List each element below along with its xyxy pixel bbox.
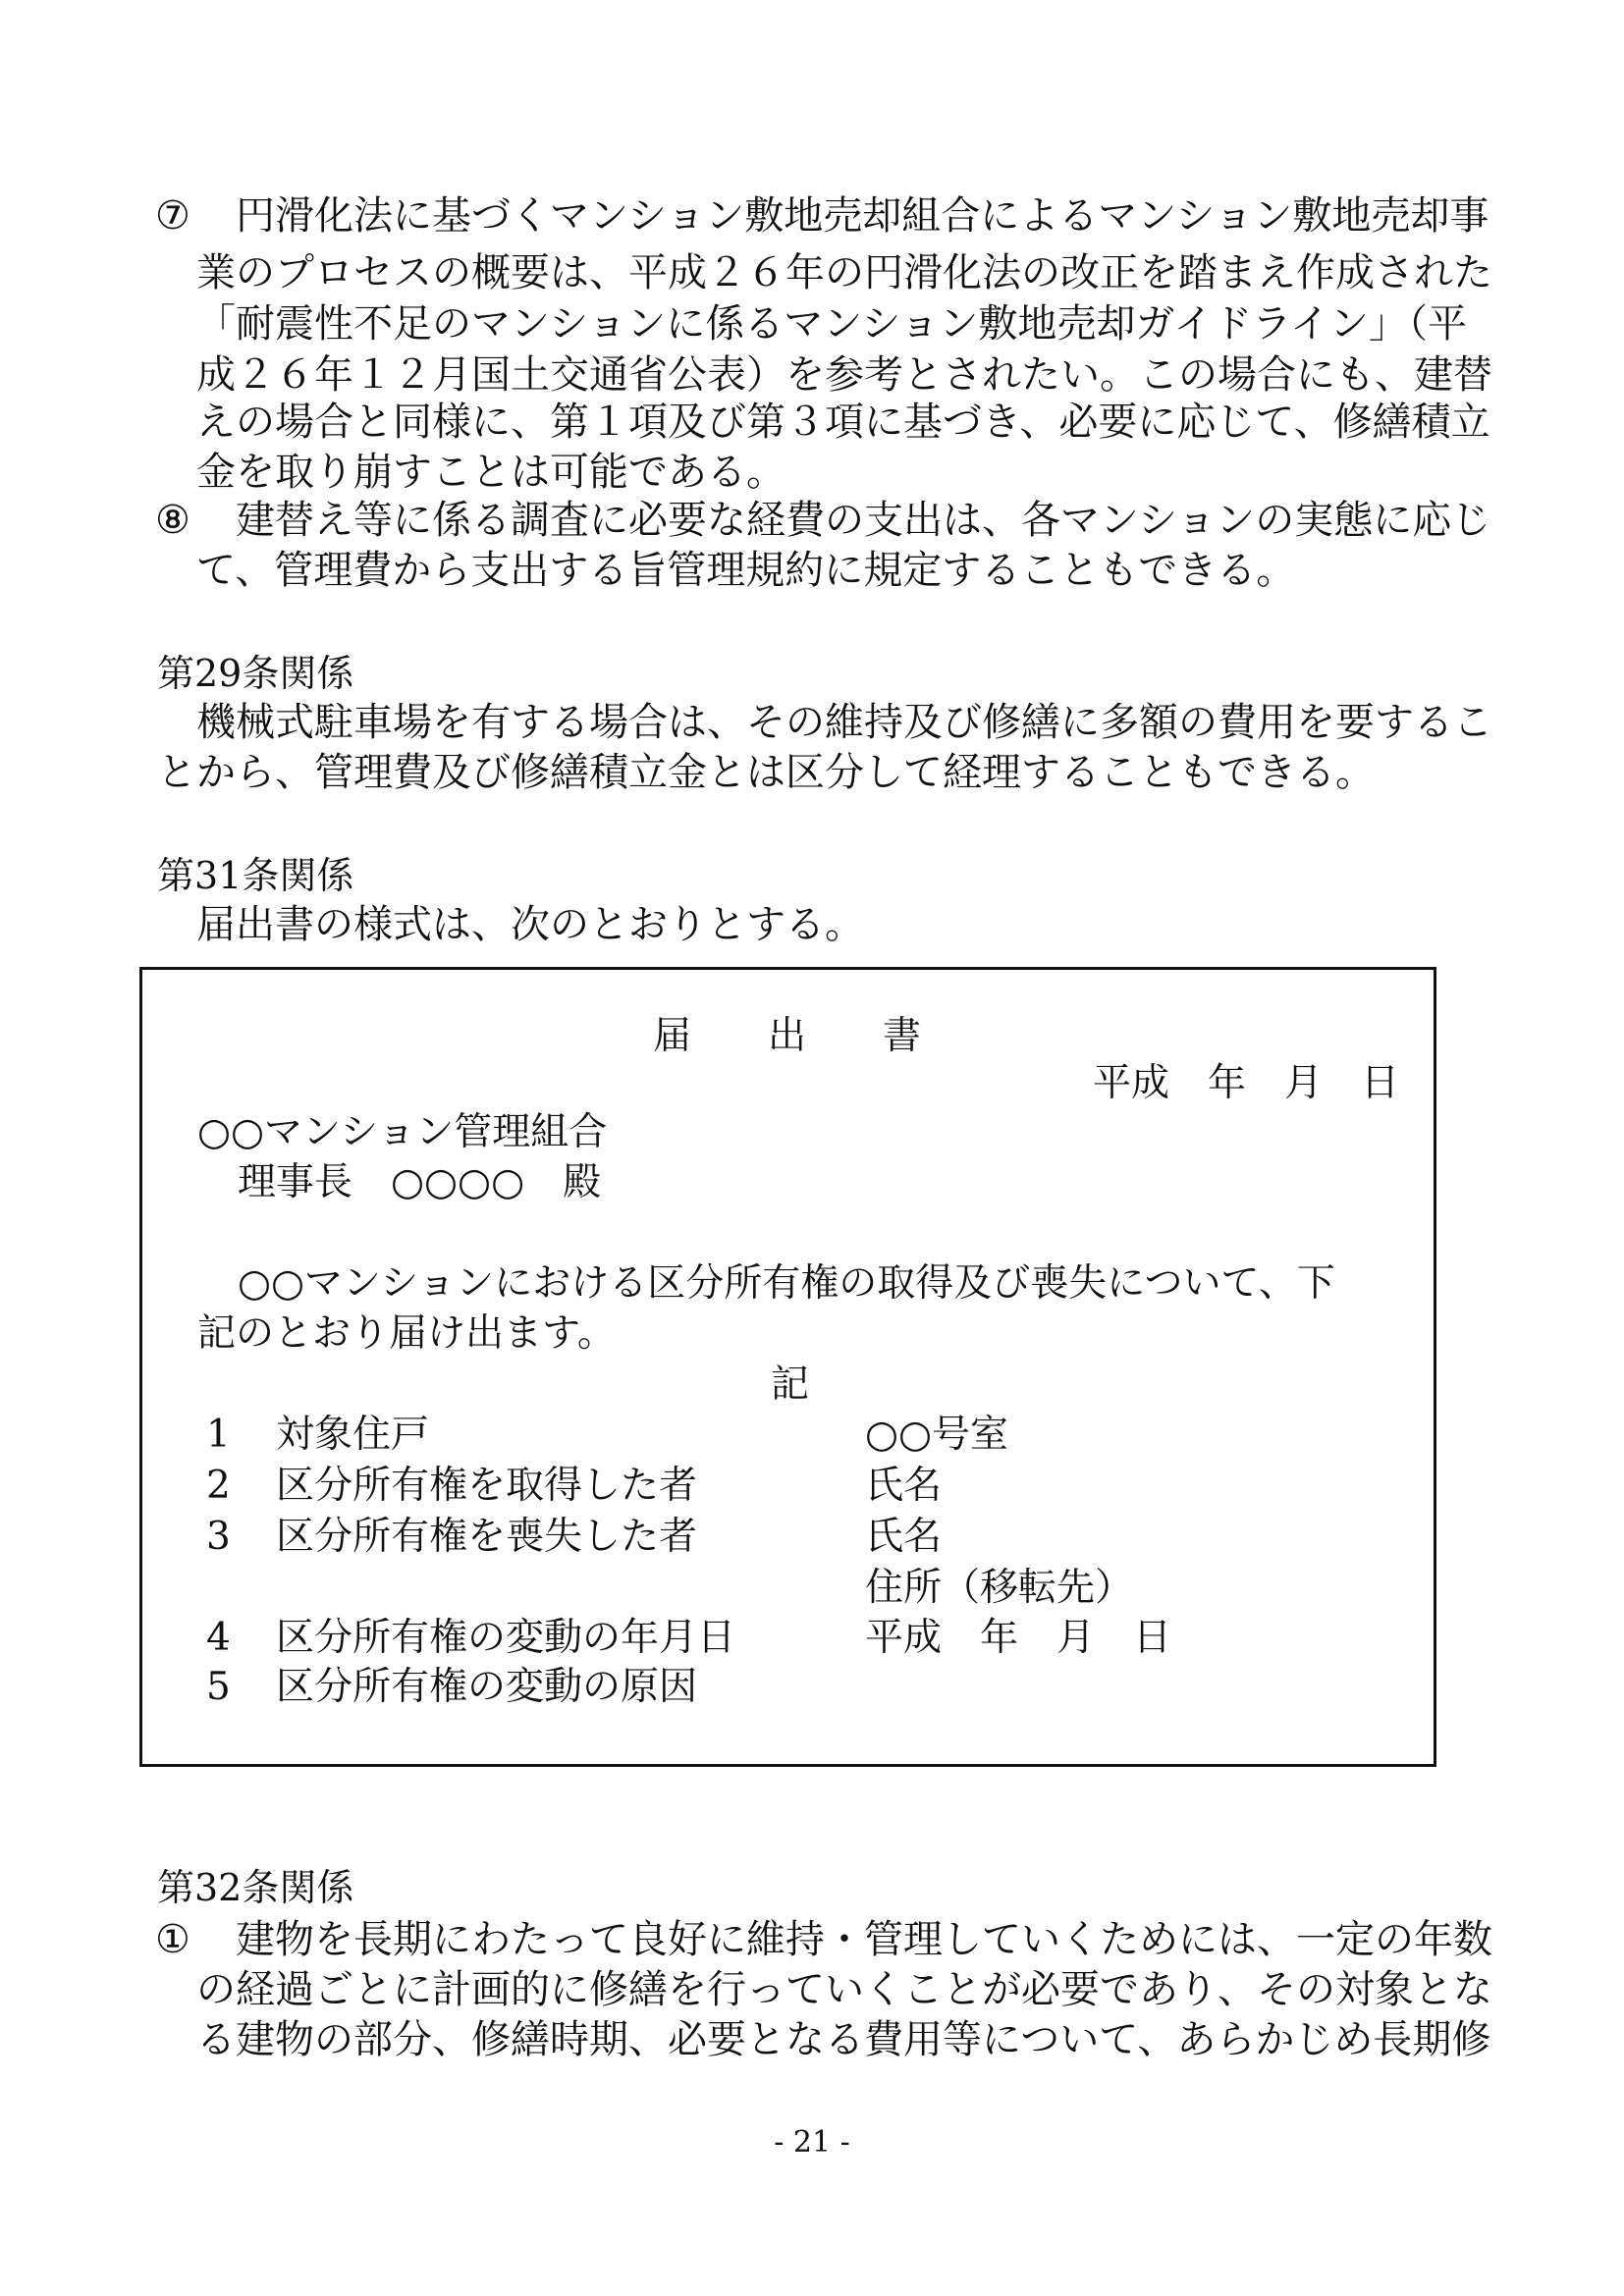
- form-item-2-no: 2: [206, 1464, 231, 1508]
- form-item-2-value: 氏名: [865, 1464, 943, 1508]
- form-item-4-value: 平成 年 月 日: [865, 1616, 1172, 1660]
- form-title: 届 出 書: [653, 1014, 922, 1058]
- form-body-line-1: ○○マンションにおける区分所有権の取得及び喪失について、下: [238, 1261, 1335, 1306]
- note-8-marker: ⑧: [155, 498, 190, 543]
- form-item-5-no: 5: [206, 1665, 231, 1709]
- note-8-text-1: 建替え等に係る調査に必要な経費の支出は、各マンションの実態に応じ: [236, 498, 1491, 543]
- note-7-line-4: 成２６年１２月国土交通省公表）を参考とされたい。この場合にも、建替: [196, 352, 1492, 398]
- form-addressee-person: 理事長 ○○○○ 殿: [238, 1160, 602, 1204]
- article-29-heading: 第29条関係: [157, 652, 354, 695]
- article-29-line-2: とから、管理費及び修繕積立金とは区分して経理することもできる。: [157, 750, 1375, 795]
- form-item-4-label: 区分所有権の変動の年月日: [276, 1616, 736, 1660]
- article-32-heading: 第32条関係: [157, 1866, 354, 1909]
- note-7-text-1: 円滑化法に基づくマンション敷地売却組合によるマンション敷地売却事: [236, 193, 1489, 239]
- form-item-3-address: 住所（移転先）: [865, 1566, 1134, 1610]
- page-number: - 21 -: [774, 2125, 850, 2160]
- form-item-2-label: 区分所有権を取得した者: [276, 1464, 698, 1508]
- article-32-item-1-line-1: [155, 1914, 1492, 1965]
- article-32-item-1-text-1: 建物を長期にわたって良好に維持・管理していくためには、一定の年数: [236, 1917, 1492, 1962]
- form-date: 平成 年 月 日: [1093, 1061, 1400, 1105]
- article-29-line-1: 機械式駐車場を有する場合は、その維持及び修繕に多額の費用を要するこ: [196, 700, 1492, 745]
- note-7-line-5: えの場合と同様に、第１項及び第３項に基づき、必要に応じて、修繕積立: [196, 400, 1490, 445]
- form-item-3-no: 3: [206, 1515, 231, 1559]
- note-8-line-1: [155, 495, 1490, 546]
- article-32-item-1-marker: ①: [155, 1917, 190, 1962]
- article-32-item-1-line-3: る建物の部分、修繕時期、必要となる費用等について、あらかじめ長期修: [196, 2017, 1491, 2062]
- form-ki: 記: [771, 1362, 810, 1407]
- note-7-marker: ⑦: [155, 193, 190, 239]
- form-item-3-label: 区分所有権を喪失した者: [276, 1515, 698, 1559]
- form-item-5-label: 区分所有権の変動の原因: [276, 1665, 698, 1709]
- form-item-1-label: 対象住戸: [276, 1413, 430, 1457]
- note-7-line-3: 「耐震性不足のマンションに係るマンション敷地売却ガイドライン」（平: [196, 301, 1467, 347]
- article-32-item-1-line-2: の経過ごとに計画的に修繕を行っていくことが必要であり、その対象とな: [196, 1967, 1492, 2012]
- form-item-4-no: 4: [206, 1616, 231, 1660]
- article-31-line-1: 届出書の様式は、次のとおりとする。: [196, 902, 864, 947]
- notification-form: [139, 967, 1436, 1767]
- note-7-line-2: 業のプロセスの概要は、平成２６年の円滑化法の改正を踏まえ作成された: [196, 250, 1492, 295]
- article-31-heading: 第31条関係: [157, 854, 354, 897]
- form-item-3-value: 氏名: [865, 1515, 943, 1559]
- note-8-line-2: て、管理費から支出する旨管理規約に規定することもできる。: [196, 548, 1296, 593]
- form-item-1-no: 1: [206, 1413, 231, 1457]
- note-7-line-1: [155, 190, 1489, 241]
- form-item-1-value: ○○号室: [865, 1413, 1009, 1457]
- form-body-line-2: 記のとおり届け出ます。: [197, 1311, 616, 1356]
- note-7-line-6: 金を取り崩すことは可能である。: [196, 450, 785, 495]
- form-addressee-org: ○○マンション管理組合: [197, 1110, 608, 1154]
